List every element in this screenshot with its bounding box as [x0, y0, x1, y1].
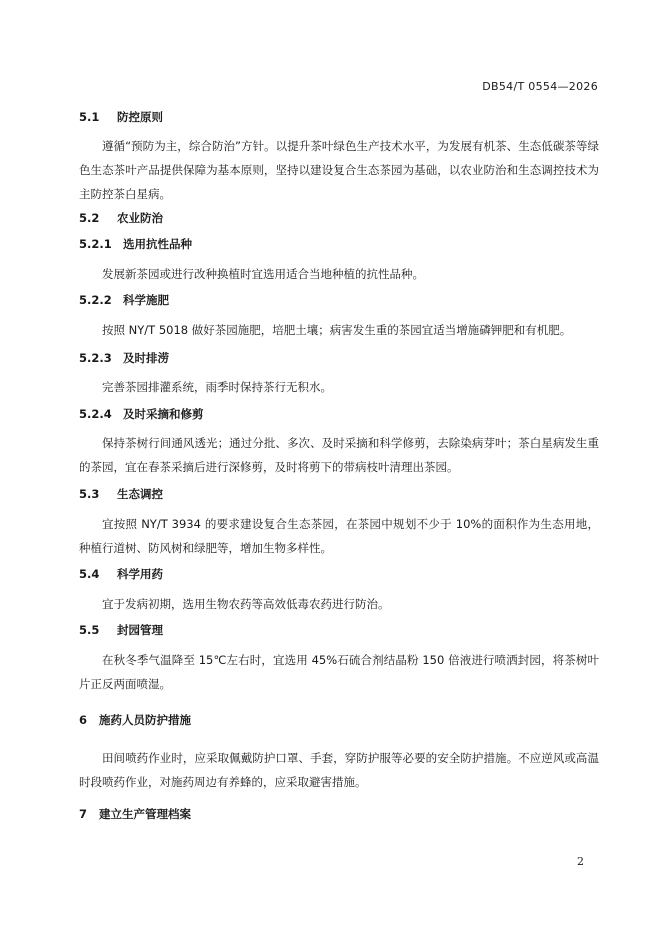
section-number: 5.2.3 — [79, 351, 112, 365]
section-title: 建立生产管理档案 — [99, 807, 191, 821]
section-number: 5.3 — [79, 487, 100, 501]
section-title: 选用抗性品种 — [123, 237, 192, 251]
section-heading-5-4 — [79, 566, 163, 582]
section-title: 生态调控 — [117, 487, 163, 501]
paragraph-resistant-varieties: 发展新茶园或进行改种换植时宜选用适合当地种植的抗性品种。 — [102, 267, 424, 281]
section-number: 5.5 — [79, 623, 100, 637]
section-number: 5.2.2 — [79, 293, 112, 307]
section-title: 防控原则 — [117, 110, 163, 124]
page-number: 2 — [577, 855, 584, 868]
section-number: 6 — [79, 713, 88, 727]
paragraph-personnel-protection: 田间喷药作业时，应采取佩戴防护口罩、手套，穿防护服等必要的安全防护措施。不应逆风或高温时段喷药作业，对施药周边有养蜂的，应采取避害措施。 — [79, 751, 599, 789]
paragraph-picking-pruning: 保持茶树行间通风透光；通过分批、多次、及时采摘和科学修剪，去除染病芽叶；茶白星病发生重的茶园，宜在春茶采摘后进行深修剪，及时将剪下的带病枝叶清理出茶园。 — [79, 436, 599, 474]
section-number: 7 — [79, 807, 88, 821]
section-heading-5-3 — [79, 486, 163, 502]
paragraph-garden-sealing: 在秋冬季气温降至 15℃左右时，宜选用 45%石硫合剂结晶粉 150 倍液进行喷洒封园，将茶树叶片正反两面喷湿。 — [79, 653, 599, 691]
paragraph-pesticide-use: 宜于发病初期，选用生物农药等高效低毒农药进行防治。 — [102, 597, 390, 611]
section-heading-5-2-1 — [79, 236, 192, 252]
section-heading-5-2-2 — [79, 292, 169, 308]
section-heading-5-2 — [79, 210, 163, 226]
section-title: 科学施肥 — [123, 293, 169, 307]
section-heading-5-5 — [79, 622, 163, 638]
section-heading-5-2-3 — [79, 350, 169, 366]
section-heading-7 — [79, 806, 191, 822]
section-number: 5.2 — [79, 211, 100, 225]
section-title: 施药人员防护措施 — [99, 713, 191, 727]
section-heading-6 — [79, 712, 191, 728]
section-title: 封园管理 — [117, 623, 163, 637]
section-heading-5-2-4 — [79, 406, 204, 422]
document-code: DB54/T 0554—2026 — [482, 80, 598, 93]
section-title: 及时采摘和修剪 — [123, 407, 204, 421]
section-number: 5.2.1 — [79, 237, 112, 251]
paragraph-fertilization: 按照 NY/T 5018 做好茶园施肥，培肥土壤；病害发生重的茶园宜适当增施磷钾肥和有机肥。 — [102, 323, 572, 337]
section-title: 及时排涝 — [123, 351, 169, 365]
paragraph-prevention-principle: 遵循“预防为主，综合防治”方针。以提升茶叶绿色生产技术水平，为发展有机茶、生态低碳茶等绿色生态茶叶产品提供保障为基本原则，坚持以建设复合生态茶园为基础，以农业防治和生态调控技术为主防控茶白星病。 — [79, 139, 599, 201]
section-title: 科学用药 — [117, 567, 163, 581]
section-number: 5.2.4 — [79, 407, 112, 421]
paragraph-drainage: 完善茶园排灌系统，雨季时保持茶行无积水。 — [102, 380, 332, 394]
section-heading-5-1 — [79, 109, 163, 125]
section-title: 农业防治 — [117, 211, 163, 225]
section-number: 5.4 — [79, 567, 100, 581]
section-number: 5.1 — [79, 110, 100, 124]
paragraph-ecological-regulation: 宜按照 NY/T 3934 的要求建设复合生态茶园，在茶园中规划不少于 10%的面积作为生态用地，种植行道树、防风树和绿肥等，增加生物多样性。 — [79, 517, 599, 555]
